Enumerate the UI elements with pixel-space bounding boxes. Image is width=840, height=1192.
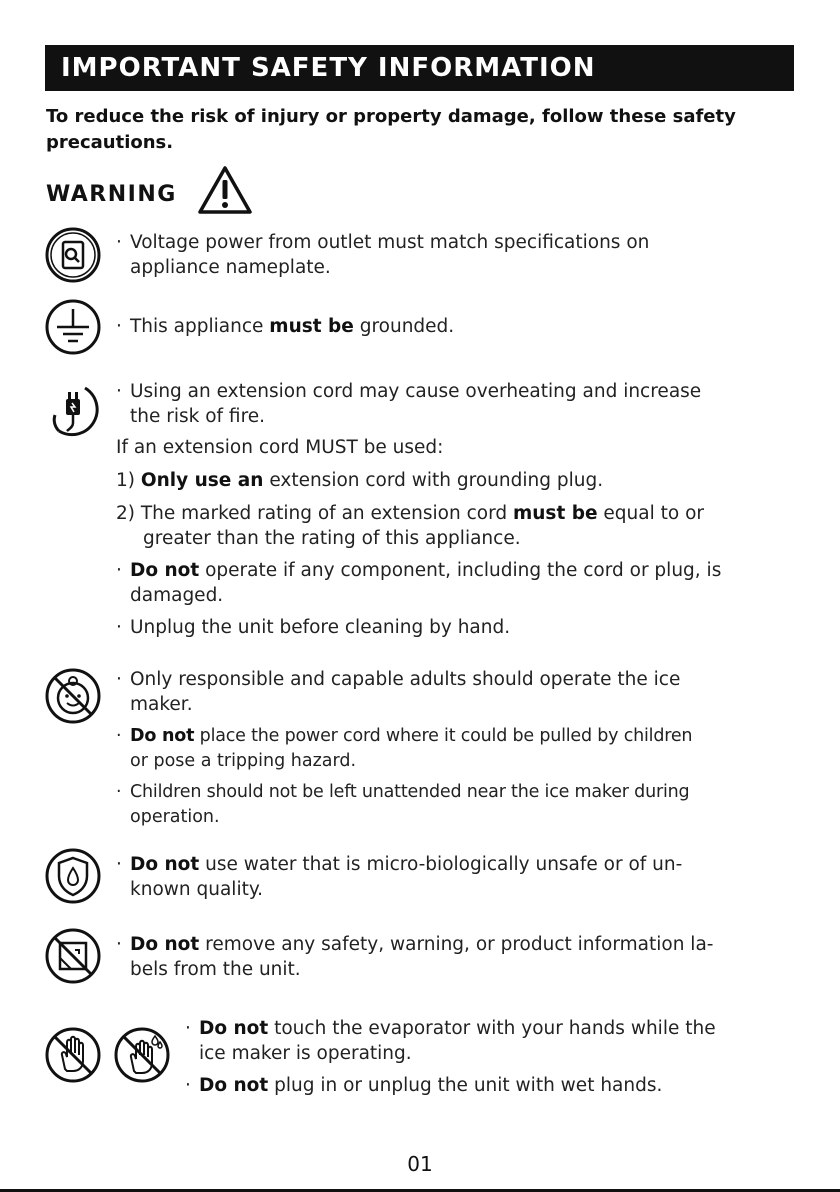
extension-line-3: If an extension cord MUST be used: xyxy=(116,437,444,458)
no-wet-hand-icon xyxy=(114,1027,170,1083)
water-shield-icon xyxy=(45,848,101,904)
ground-symbol-icon xyxy=(45,299,101,355)
voltage-line-2: appliance nameplate. xyxy=(130,257,331,278)
page-number: 01 xyxy=(407,1152,433,1176)
page-title-bar xyxy=(45,45,794,91)
extension-line-2: the risk of fire. xyxy=(130,406,266,427)
extension-item-2-line-2: greater than the rating of this appliance. xyxy=(143,528,521,549)
intro-text xyxy=(46,104,806,156)
evaporator-line-1: · Do not touch the evaporator with your hands while the xyxy=(185,1018,716,1039)
extension-item-2: 2) The marked rating of an extension cord must be equal to or xyxy=(116,503,704,524)
labels-line-1: · Do not remove any safety, warning, or product information la- xyxy=(116,934,714,955)
no-label-removal-icon xyxy=(45,928,101,984)
cord-children-line-2: or pose a tripping hazard. xyxy=(130,751,357,771)
warning-triangle-icon xyxy=(196,164,254,216)
water-line-2: known quality. xyxy=(130,879,264,900)
unattended-line-2: operation. xyxy=(130,807,220,827)
unattended-line-1: · Children should not be left unattended near the ice maker during xyxy=(116,782,690,802)
labels-line-2: bels from the unit. xyxy=(130,959,301,980)
intro-line-2: precautions. xyxy=(46,132,174,153)
unplug-line: · Unplug the unit before cleaning by hand. xyxy=(116,617,511,638)
no-children-icon xyxy=(45,668,101,724)
warning-heading: WARNING xyxy=(46,182,177,207)
voltage-line-1: · Voltage power from outlet must match specifications on xyxy=(116,232,650,253)
no-touch-hand-icon xyxy=(45,1027,101,1083)
children-line-1: · Only responsible and capable adults should operate the ice xyxy=(116,669,681,690)
evaporator-line-2: ice maker is operating. xyxy=(199,1043,412,1064)
intro-line-1: To reduce the risk of injury or property damage, follow these safety xyxy=(46,106,736,127)
extension-line-1: · Using an extension cord may cause overheating and increase xyxy=(116,381,702,402)
page-title: IMPORTANT SAFETY INFORMATION xyxy=(61,53,596,83)
ground-line: · This appliance must be grounded. xyxy=(116,316,455,337)
extension-item-1: 1) Only use an extension cord with grounding plug. xyxy=(116,470,604,491)
wet-hands-line: · Do not plug in or unplug the unit with wet hands. xyxy=(185,1075,663,1096)
cord-children-line-1: · Do not place the power cord where it could be pulled by children xyxy=(116,726,693,746)
damaged-line-1: · Do not operate if any component, including the cord or plug, is xyxy=(116,560,722,581)
damaged-line-2: damaged. xyxy=(130,585,224,606)
children-line-2: maker. xyxy=(130,694,193,715)
water-line-1: · Do not use water that is micro-biologically unsafe or of un- xyxy=(116,854,683,875)
nameplate-inspect-icon xyxy=(45,227,101,283)
plug-cord-icon xyxy=(45,381,101,437)
